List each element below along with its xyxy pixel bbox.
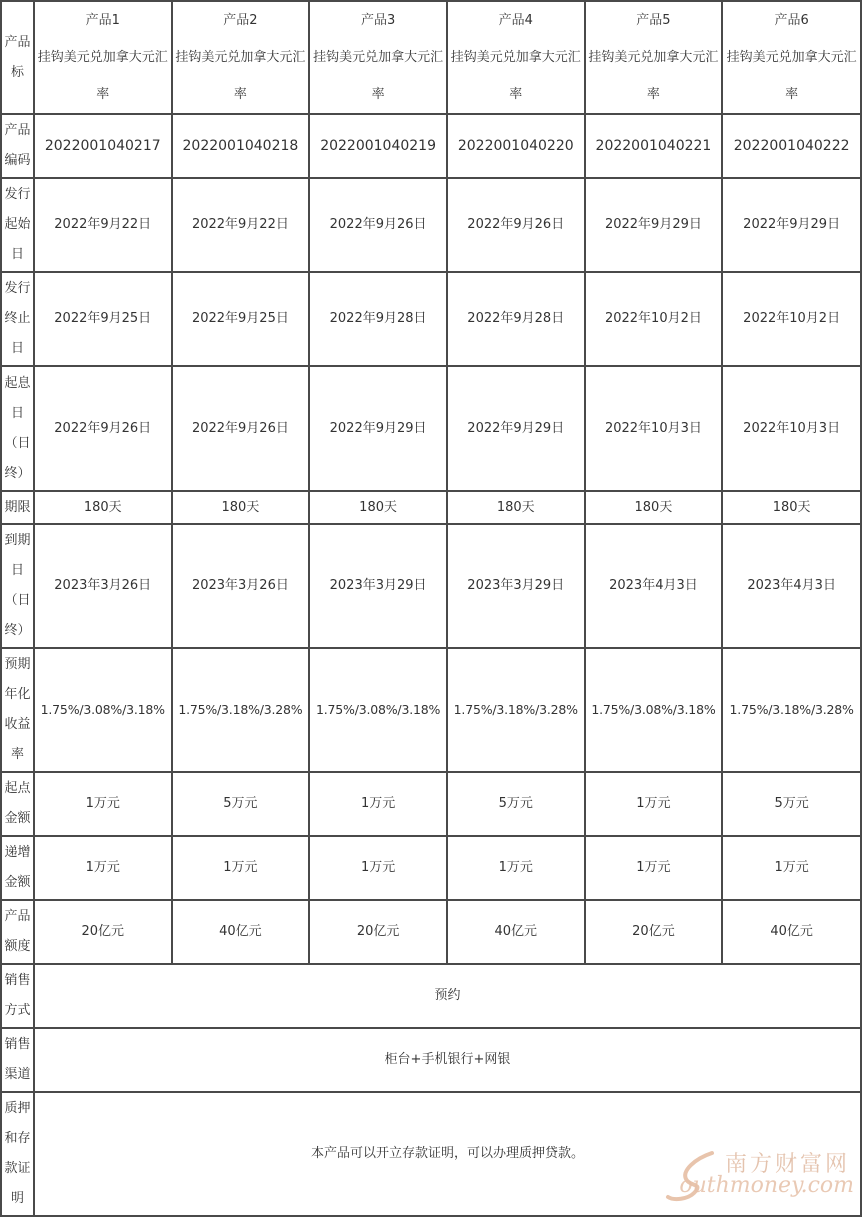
product-name: 产品1: [85, 13, 120, 28]
product-underlying: 挂钩美元兑加拿大元汇率: [37, 50, 168, 102]
product-header-4: [447, 1, 585, 114]
label-quota: 产品额度: [1, 900, 34, 964]
cell-issue-start: 2022年9月22日: [172, 178, 310, 272]
cell-issue-start: 2022年9月29日: [585, 178, 723, 272]
product-underlying: 挂钩美元兑加拿大元汇率: [175, 50, 306, 102]
cell-code: 2022001040222: [722, 114, 861, 178]
product-header-3: [309, 1, 447, 114]
cell-value-date: 2022年9月26日: [172, 366, 310, 491]
cell-maturity: 2023年3月26日: [172, 524, 310, 648]
cell-yield: 1.75%/3.08%/3.18%: [585, 648, 723, 772]
row-issue-start: [1, 178, 861, 272]
cell-min-amount: 1万元: [309, 772, 447, 836]
cell-quota: 20亿元: [309, 900, 447, 964]
label-min-amount: 起点金额: [1, 772, 34, 836]
cell-code: 2022001040221: [585, 114, 723, 178]
cell-issue-start: 2022年9月26日: [447, 178, 585, 272]
row-maturity: [1, 524, 861, 648]
cell-code: 2022001040217: [34, 114, 172, 178]
cell-yield: 1.75%/3.18%/3.28%: [447, 648, 585, 772]
row-issue-end: [1, 272, 861, 366]
row-product-header: [1, 1, 861, 114]
row-value-date: [1, 366, 861, 491]
cell-yield: 1.75%/3.08%/3.18%: [309, 648, 447, 772]
cell-quota: 20亿元: [585, 900, 723, 964]
cell-maturity: 2023年3月29日: [309, 524, 447, 648]
row-increment: [1, 836, 861, 900]
cell-quota: 40亿元: [722, 900, 861, 964]
product-underlying: 挂钩美元兑加拿大元汇率: [313, 50, 444, 102]
cell-quota: 40亿元: [447, 900, 585, 964]
cell-quota: 40亿元: [172, 900, 310, 964]
product-underlying: 挂钩美元兑加拿大元汇率: [588, 50, 719, 102]
cell-pledge: 本产品可以开立存款证明，可以办理质押贷款。: [34, 1092, 861, 1216]
label-pledge: 质押和存款证明: [1, 1092, 34, 1216]
cell-issue-start: 2022年9月29日: [722, 178, 861, 272]
label-sales-channel: 销售渠道: [1, 1028, 34, 1092]
product-name: 产品6: [774, 13, 809, 28]
product-name: 产品2: [223, 13, 258, 28]
cell-increment: 1万元: [309, 836, 447, 900]
cell-sales-channel: 柜台+手机银行+网银: [34, 1028, 861, 1092]
label-issue-start: 发行起始日: [1, 178, 34, 272]
product-underlying: 挂钩美元兑加拿大元汇率: [726, 50, 857, 102]
label-term: 期限: [1, 491, 34, 524]
label-code: 产品编码: [1, 114, 34, 178]
cell-value-date: 2022年9月29日: [447, 366, 585, 491]
row-sales-method: [1, 964, 861, 1028]
cell-code: 2022001040219: [309, 114, 447, 178]
cell-min-amount: 1万元: [585, 772, 723, 836]
row-term: [1, 491, 861, 524]
cell-min-amount: 5万元: [447, 772, 585, 836]
row-min-amount: [1, 772, 861, 836]
watermark-domain: outhmoney.com: [679, 1173, 854, 1198]
cell-maturity: 2023年3月29日: [447, 524, 585, 648]
cell-issue-end: 2022年9月28日: [309, 272, 447, 366]
cell-code: 2022001040220: [447, 114, 585, 178]
cell-issue-start: 2022年9月22日: [34, 178, 172, 272]
row-pledge: [1, 1092, 861, 1216]
cell-maturity: 2023年3月26日: [34, 524, 172, 648]
cell-maturity: 2023年4月3日: [722, 524, 861, 648]
row-sales-channel: [1, 1028, 861, 1092]
cell-maturity: 2023年4月3日: [585, 524, 723, 648]
cell-term: 180天: [447, 491, 585, 524]
cell-increment: 1万元: [722, 836, 861, 900]
cell-issue-start: 2022年9月26日: [309, 178, 447, 272]
cell-quota: 20亿元: [34, 900, 172, 964]
cell-yield: 1.75%/3.18%/3.28%: [172, 648, 310, 772]
cell-term: 180天: [34, 491, 172, 524]
cell-value-date: 2022年9月26日: [34, 366, 172, 491]
cell-value-date: 2022年10月3日: [585, 366, 723, 491]
cell-issue-end: 2022年10月2日: [585, 272, 723, 366]
product-header-1: [34, 1, 172, 114]
cell-issue-end: 2022年9月25日: [172, 272, 310, 366]
cell-term: 180天: [172, 491, 310, 524]
cell-issue-end: 2022年9月25日: [34, 272, 172, 366]
cell-min-amount: 5万元: [172, 772, 310, 836]
product-name: 产品3: [360, 13, 396, 28]
product-header-5: [585, 1, 723, 114]
cell-issue-end: 2022年9月28日: [447, 272, 585, 366]
row-quota: [1, 900, 861, 964]
label-issue-end: 发行终止日: [1, 272, 34, 366]
row-code: [1, 114, 861, 178]
cell-yield: 1.75%/3.18%/3.28%: [722, 648, 861, 772]
cell-term: 180天: [309, 491, 447, 524]
product-header-2: [172, 1, 310, 114]
cell-min-amount: 1万元: [34, 772, 172, 836]
product-name: 产品5: [636, 13, 671, 28]
cell-issue-end: 2022年10月2日: [722, 272, 861, 366]
label-increment: 递增金额: [1, 836, 34, 900]
product-name: 产品4: [498, 13, 533, 28]
label-yield: 预期年化收益率: [1, 648, 34, 772]
row-yield: [1, 648, 861, 772]
cell-term: 180天: [722, 491, 861, 524]
cell-increment: 1万元: [447, 836, 585, 900]
cell-value-date: 2022年9月29日: [309, 366, 447, 491]
label-sales-method: 销售方式: [1, 964, 34, 1028]
cell-yield: 1.75%/3.08%/3.18%: [34, 648, 172, 772]
product-underlying: 挂钩美元兑加拿大元汇率: [450, 50, 581, 102]
label-maturity: 到期日（日终）: [1, 524, 34, 648]
cell-code: 2022001040218: [172, 114, 310, 178]
watermark-title: 南方财富网: [724, 1152, 850, 1177]
label-value-date: 起息日（日终）: [1, 366, 34, 491]
label-product: 产品标: [1, 1, 34, 114]
cell-min-amount: 5万元: [722, 772, 861, 836]
cell-sales-method: 预约: [34, 964, 861, 1028]
cell-term: 180天: [585, 491, 723, 524]
cell-increment: 1万元: [34, 836, 172, 900]
cell-increment: 1万元: [172, 836, 310, 900]
cell-increment: 1万元: [585, 836, 723, 900]
cell-value-date: 2022年10月3日: [722, 366, 861, 491]
product-header-6: [722, 1, 861, 114]
